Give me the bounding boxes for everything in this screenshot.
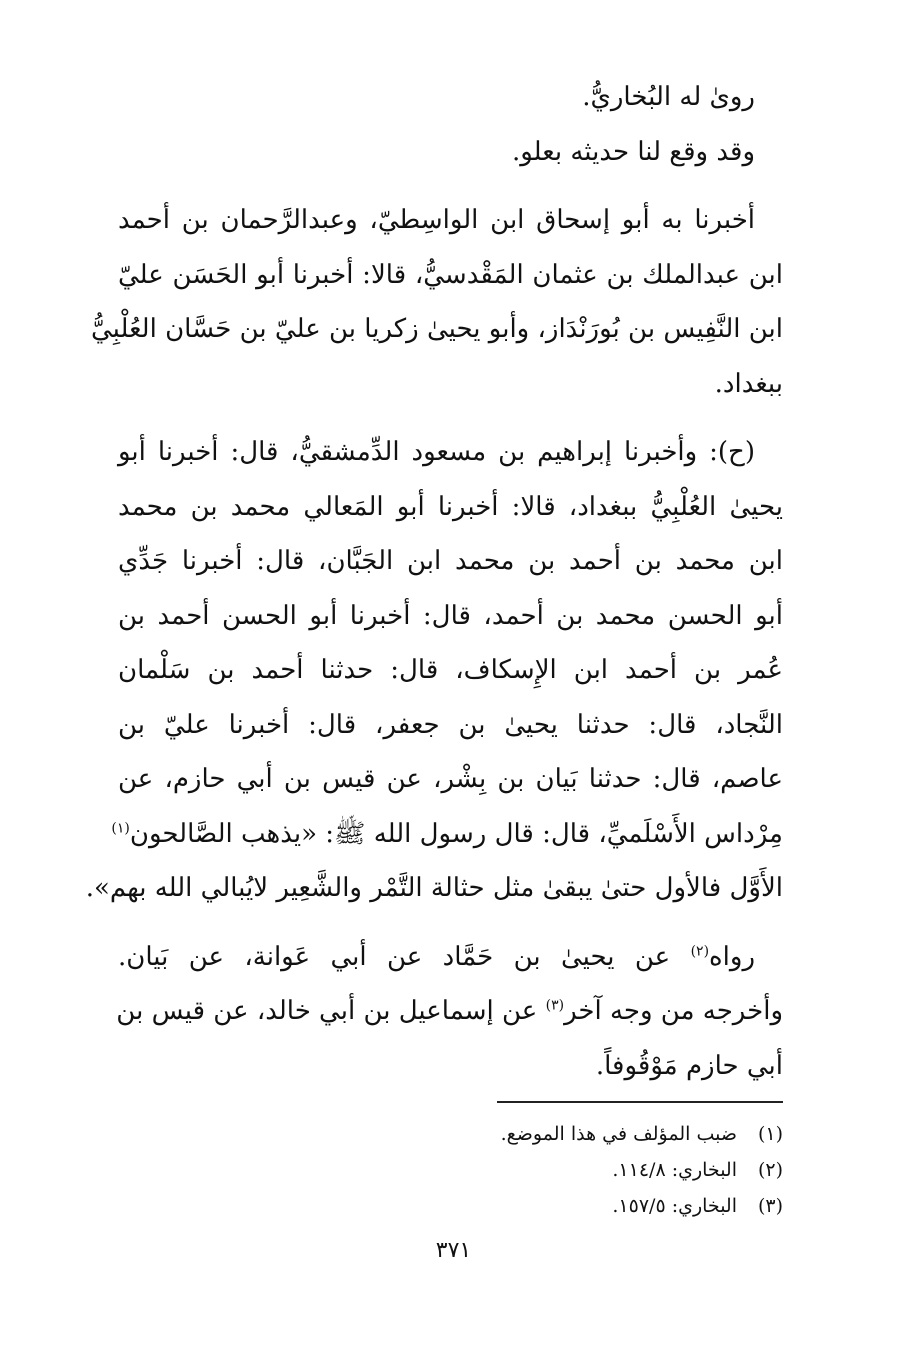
text-line: ببغداد. xyxy=(714,368,783,399)
footnote xyxy=(420,1152,783,1188)
text-line: ابن محمد بن أحمد بن محمد ابن الجَبَّان، قال: أخبرنا جَدِّي xyxy=(118,546,783,576)
text-line xyxy=(118,930,783,985)
footnote-number: (١) xyxy=(757,1123,783,1145)
footnote-marker[interactable]: (١) xyxy=(111,819,130,836)
page-number: ٣٧١ xyxy=(435,1238,472,1263)
text-segment: رواه xyxy=(709,941,756,972)
main-text xyxy=(85,70,783,1093)
footnote-text: البخاري: ١٥٧/٥. xyxy=(612,1195,737,1217)
text-line: ابن عبدالملك بن عثمان المَقْدسيُّ، قالا: أخبرنا أبو الحَسَن عليّ xyxy=(118,259,783,290)
footnote-marker[interactable]: (٢) xyxy=(690,942,710,959)
text-line xyxy=(118,984,783,1039)
text-line: أبي حازم مَوْقُوفاً. xyxy=(595,1050,783,1081)
text-line: (ح): وأخبرنا إبراهيم بن مسعود الدِّمشقيُّ، قال: أخبرنا أبو xyxy=(118,437,755,467)
footnotes xyxy=(420,1116,783,1224)
text-line xyxy=(111,807,783,862)
footnote-text: البخاري: ١١٤/٨. xyxy=(612,1159,737,1181)
text-segment: عن إسماعيل بن أبي خالد، عن قيس بن xyxy=(116,996,538,1026)
footnote-marker[interactable]: (٣) xyxy=(545,997,565,1014)
text-line: يحيىٰ العُلْبِيُّ ببغداد، قالا: أخبرنا أبو المَعالي محمد بن محمد xyxy=(118,491,783,522)
footnote-text: ضبب المؤلف في هذا الموضع. xyxy=(500,1123,737,1145)
text-line: ابن النَّفِيس بن بُورَنْدَاز، وأبو يحيىٰ زكريا بن عليّ بن حَسَّان العُلْبِيُّ xyxy=(91,314,783,344)
text-line: وقد وقع لنا حديثه بعلو. xyxy=(511,136,755,167)
text-segment: مِرْداس الأَسْلَميِّ، قال: قال رسول الله ﷺ: «يذهب الصَّالحون xyxy=(129,818,783,849)
footnote xyxy=(420,1188,783,1224)
text-line: النَّجاد، قال: حدثنا يحيىٰ بن جعفر، قال: أخبرنا عليّ بن xyxy=(118,709,783,740)
text-line: عاصم، قال: حدثنا بَيان بن بِشْر، عن قيس بن أبي حازم، عن xyxy=(118,764,783,794)
text-segment: عن يحيىٰ بن حَمَّاد عن أبي عَوانة، عن بَيان. xyxy=(118,941,671,972)
footnote xyxy=(420,1116,783,1152)
text-line: الأَوَّل فالأول حتىٰ يبقىٰ مثل حثالة التَّمْر والشَّعِير لايُبالي الله بهم». xyxy=(85,873,783,903)
footnote-number: (٢) xyxy=(757,1159,783,1181)
text-line: عُمر بن أحمد ابن الإِسكاف، قال: حدثنا أحمد بن سَلْمان xyxy=(118,655,783,685)
text-segment: وأخرجه من وجه آخر xyxy=(564,996,783,1026)
footnote-number: (٣) xyxy=(757,1195,783,1217)
text-line: روىٰ له البُخاريُّ. xyxy=(582,82,755,112)
footnote-divider xyxy=(497,1101,783,1103)
text-line: أبو الحسن محمد بن أحمد، قال: أخبرنا أبو الحسن أحمد بن xyxy=(118,600,783,631)
text-line: أخبرنا به أبو إسحاق ابن الواسِطيّ، وعبدالرَّحمان بن أحمد xyxy=(118,205,755,235)
